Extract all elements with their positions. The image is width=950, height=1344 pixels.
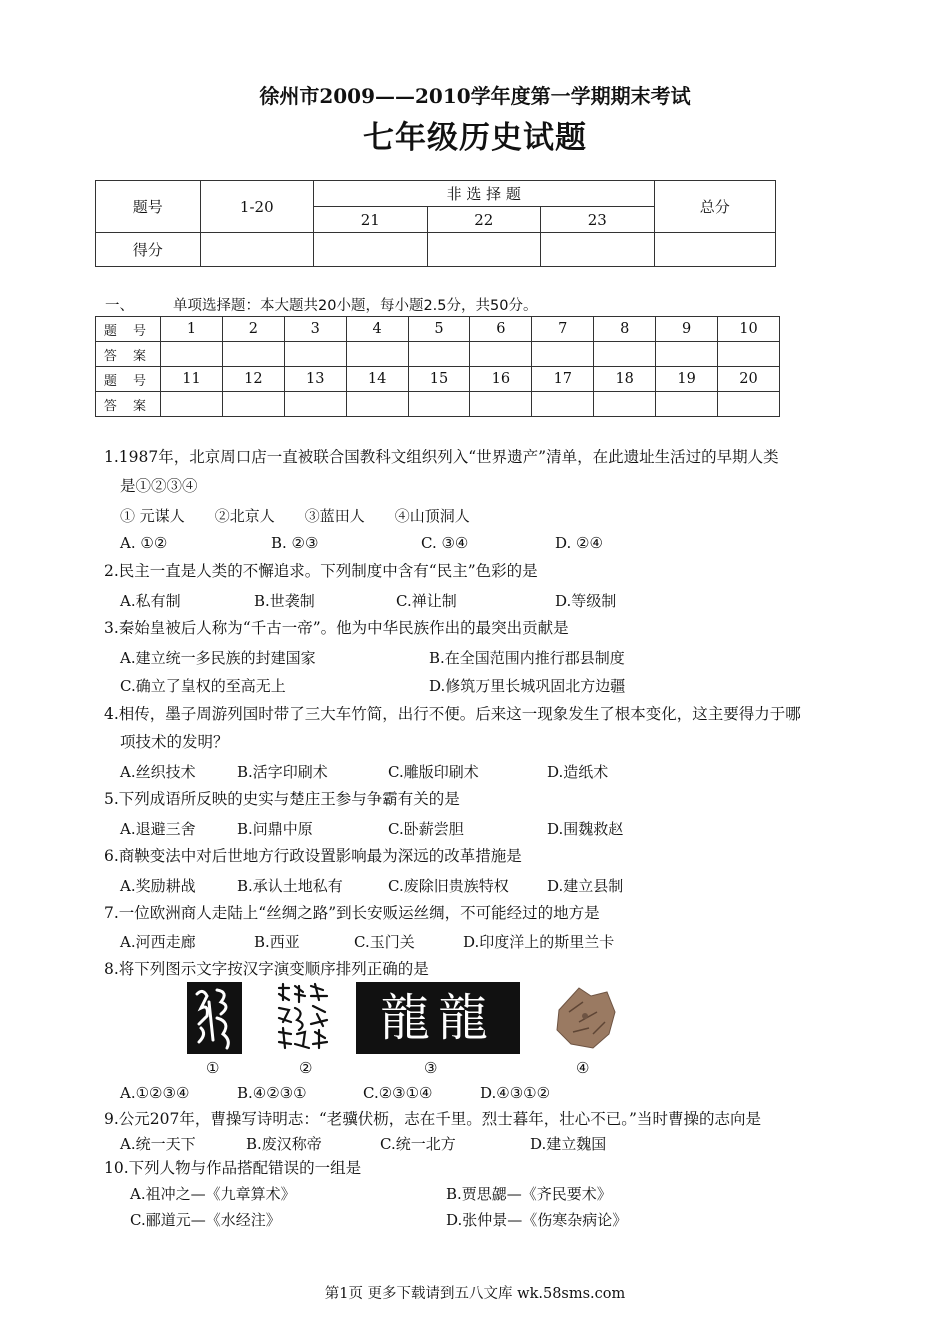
score-cell bbox=[654, 233, 775, 267]
q10-option-b: B.贾思勰—《齐民要术》 bbox=[446, 1185, 612, 1203]
answer-num: 2 bbox=[222, 317, 284, 342]
answer-blank bbox=[470, 342, 532, 367]
score-cell bbox=[427, 233, 541, 267]
q4-option-c: C.雕版印刷术 bbox=[388, 763, 479, 781]
answer-blank bbox=[222, 342, 284, 367]
q8-option-b: B.④②③① bbox=[237, 1084, 307, 1102]
answer-blank bbox=[656, 342, 718, 367]
q4-option-b: B.活字印刷术 bbox=[237, 763, 328, 781]
q9-stem: 9.公元207年，曹操写诗明志：“老骥伏枥，志在千里。烈士暮年，壮心不已。”当时曹操的志向是 bbox=[104, 1110, 761, 1128]
answer-row-blanks-1 bbox=[96, 342, 780, 367]
script-image-4 bbox=[549, 982, 619, 1054]
q10-option-a: A.祖冲之—《九章算术》 bbox=[130, 1185, 296, 1203]
exam-title-line1: 徐州市2009——2010学年度第一学期期末考试 bbox=[259, 84, 691, 108]
answer-label-daan: 答 案 bbox=[96, 392, 161, 417]
answer-blank bbox=[532, 392, 594, 417]
answer-num: 9 bbox=[656, 317, 718, 342]
score-cell bbox=[200, 233, 314, 267]
answer-label-daan: 答 案 bbox=[96, 342, 161, 367]
script-image-2 bbox=[275, 982, 333, 1054]
script-image-3 bbox=[356, 982, 520, 1054]
q7-option-c: C.玉门关 bbox=[354, 933, 415, 951]
score-q22: 22 bbox=[427, 207, 541, 233]
answer-blank bbox=[222, 392, 284, 417]
q2-option-c: C.禅让制 bbox=[396, 592, 457, 610]
q6-option-c: C.废除旧贵族特权 bbox=[388, 877, 509, 895]
answer-num: 4 bbox=[346, 317, 408, 342]
q4-stem-cont: 项技术的发明？ bbox=[120, 733, 229, 751]
answer-blank bbox=[656, 392, 718, 417]
q5-option-a: A.退避三舍 bbox=[120, 820, 196, 838]
answer-blank bbox=[718, 392, 780, 417]
q7-option-b: B.西亚 bbox=[254, 933, 300, 951]
exam-title-line2: 七年级历史试题 bbox=[363, 120, 587, 156]
answer-blank bbox=[346, 342, 408, 367]
score-label-zongfen: 总分 bbox=[654, 181, 775, 233]
answer-label-tihao: 题 号 bbox=[96, 317, 161, 342]
score-table bbox=[95, 180, 776, 267]
answer-row-blanks-2 bbox=[96, 392, 780, 417]
answer-blank bbox=[161, 392, 223, 417]
q6-option-b: B.承认土地私有 bbox=[237, 877, 343, 895]
q9-option-b: B.废汉称帝 bbox=[246, 1135, 322, 1153]
q8-img-label-3: ③ bbox=[424, 1059, 438, 1077]
answer-num: 1 bbox=[161, 317, 223, 342]
answer-blank bbox=[408, 342, 470, 367]
q1-sub: ① 元谋人 ②北京人 ③蓝田人 ④山顶洞人 bbox=[120, 507, 470, 525]
q8-option-d: D.④③①② bbox=[480, 1084, 551, 1102]
answer-blank bbox=[532, 342, 594, 367]
q4-option-d: D.造纸术 bbox=[547, 763, 609, 781]
script-image-3-text: 龍龍 bbox=[380, 989, 496, 1047]
q7-option-a: A.河西走廊 bbox=[120, 933, 196, 951]
q1-option-b: B. ②③ bbox=[271, 534, 319, 552]
answer-num: 5 bbox=[408, 317, 470, 342]
q4-option-a: A.丝织技术 bbox=[120, 763, 196, 781]
q2-option-d: D.等级制 bbox=[555, 592, 617, 610]
score-q23: 23 bbox=[541, 207, 655, 233]
score-q21: 21 bbox=[314, 207, 428, 233]
q9-option-c: C.统一北方 bbox=[380, 1135, 456, 1153]
answer-blank bbox=[718, 342, 780, 367]
answer-num: 12 bbox=[222, 367, 284, 392]
q6-option-d: D.建立县制 bbox=[547, 877, 624, 895]
q10-option-c: C.郦道元—《水经注》 bbox=[130, 1211, 281, 1229]
q3-option-d: D.修筑万里长城巩固北方边疆 bbox=[429, 677, 626, 695]
answer-row-numbers-1 bbox=[96, 317, 780, 342]
score-label-feixuanze: 非 选 择 题 bbox=[314, 181, 655, 207]
q1-stem-cont: 是①②③④ bbox=[120, 477, 198, 495]
answer-num: 20 bbox=[718, 367, 780, 392]
answer-table bbox=[95, 316, 780, 417]
answer-num: 17 bbox=[532, 367, 594, 392]
q2-stem: 2.民主一直是人类的不懈追求。下列制度中含有“民主”色彩的是 bbox=[104, 562, 538, 580]
q6-option-a: A.奖励耕战 bbox=[120, 877, 196, 895]
q4-stem: 4.相传，墨子周游列国时带了三大车竹简，出行不便。后来这一现象发生了根本变化，这主要得力于哪 bbox=[104, 705, 801, 723]
answer-blank bbox=[594, 342, 656, 367]
answer-num: 16 bbox=[470, 367, 532, 392]
q8-stem: 8.将下列图示文字按汉字演变顺序排列正确的是 bbox=[104, 960, 429, 978]
answer-num: 7 bbox=[532, 317, 594, 342]
score-label-tihao: 题号 bbox=[96, 181, 201, 233]
q8-img-label-2: ② bbox=[299, 1059, 313, 1077]
score-label-defen: 得分 bbox=[96, 233, 201, 267]
answer-blank bbox=[594, 392, 656, 417]
q3-option-b: B.在全国范围内推行郡县制度 bbox=[429, 649, 625, 667]
q1-option-a: A. ①② bbox=[120, 534, 168, 552]
answer-num: 18 bbox=[594, 367, 656, 392]
q3-option-c: C.确立了皇权的至高无上 bbox=[120, 677, 286, 695]
q8-img-label-1: ① bbox=[206, 1059, 220, 1077]
q8-option-a: A.①②③④ bbox=[120, 1084, 190, 1102]
q9-option-d: D.建立魏国 bbox=[530, 1135, 607, 1153]
answer-num: 14 bbox=[346, 367, 408, 392]
q3-option-a: A.建立统一多民族的封建国家 bbox=[120, 649, 316, 667]
script-image-1 bbox=[187, 982, 242, 1054]
q2-option-a: A.私有制 bbox=[120, 592, 181, 610]
score-cell bbox=[541, 233, 655, 267]
q10-option-d: D.张仲景—《伤寒杂病论》 bbox=[446, 1211, 628, 1229]
section1-heading bbox=[105, 294, 537, 315]
q8-option-c: C.②③①④ bbox=[363, 1084, 433, 1102]
answer-num: 15 bbox=[408, 367, 470, 392]
q3-stem: 3.秦始皇被后人称为“千古一帝”。他为中华民族作出的最突出贡献是 bbox=[104, 619, 569, 637]
score-label-range: 1-20 bbox=[200, 181, 314, 233]
page-footer: 第1页 更多下载请到五八文库 wk.58sms.com bbox=[324, 1286, 626, 1302]
answer-num: 8 bbox=[594, 317, 656, 342]
q1-option-c: C. ③④ bbox=[421, 534, 469, 552]
q2-option-b: B.世袭制 bbox=[254, 592, 315, 610]
q1-option-d: D. ②④ bbox=[555, 534, 603, 552]
q9-option-a: A.统一天下 bbox=[120, 1135, 196, 1153]
answer-row-numbers-2 bbox=[96, 367, 780, 392]
section1-number: 一、 bbox=[105, 298, 134, 314]
answer-blank bbox=[470, 392, 532, 417]
answer-num: 19 bbox=[656, 367, 718, 392]
answer-blank bbox=[161, 342, 223, 367]
q6-stem: 6.商鞅变法中对后世地方行政设置影响最为深远的改革措施是 bbox=[104, 847, 522, 865]
q10-stem: 10.下列人物与作品搭配错误的一组是 bbox=[104, 1159, 362, 1177]
q5-option-c: C.卧薪尝胆 bbox=[388, 820, 464, 838]
score-cell bbox=[314, 233, 428, 267]
q8-img-label-4: ④ bbox=[576, 1059, 590, 1077]
answer-blank bbox=[346, 392, 408, 417]
q5-option-b: B.问鼎中原 bbox=[237, 820, 313, 838]
answer-blank bbox=[284, 342, 346, 367]
answer-num: 6 bbox=[470, 317, 532, 342]
q7-stem: 7.一位欧洲商人走陆上“丝绸之路”到长安贩运丝绸，不可能经过的地方是 bbox=[104, 904, 600, 922]
answer-num: 11 bbox=[161, 367, 223, 392]
q1-stem: 1.1987年，北京周口店一直被联合国教科文组织列入“世界遗产”清单，在此遗址生活过的早期人类 bbox=[104, 448, 779, 466]
answer-num: 13 bbox=[284, 367, 346, 392]
answer-blank bbox=[284, 392, 346, 417]
q5-option-d: D.围魏救赵 bbox=[547, 820, 624, 838]
answer-num: 10 bbox=[718, 317, 780, 342]
q5-stem: 5.下列成语所反映的史实与楚庄王参与争霸有关的是 bbox=[104, 790, 460, 808]
answer-label-tihao: 题 号 bbox=[96, 367, 161, 392]
answer-blank bbox=[408, 392, 470, 417]
answer-num: 3 bbox=[284, 317, 346, 342]
q7-option-d: D.印度洋上的斯里兰卡 bbox=[463, 933, 615, 951]
section1-text: 单项选择题：本大题共20小题，每小题2.5分，共50分。 bbox=[173, 298, 538, 314]
